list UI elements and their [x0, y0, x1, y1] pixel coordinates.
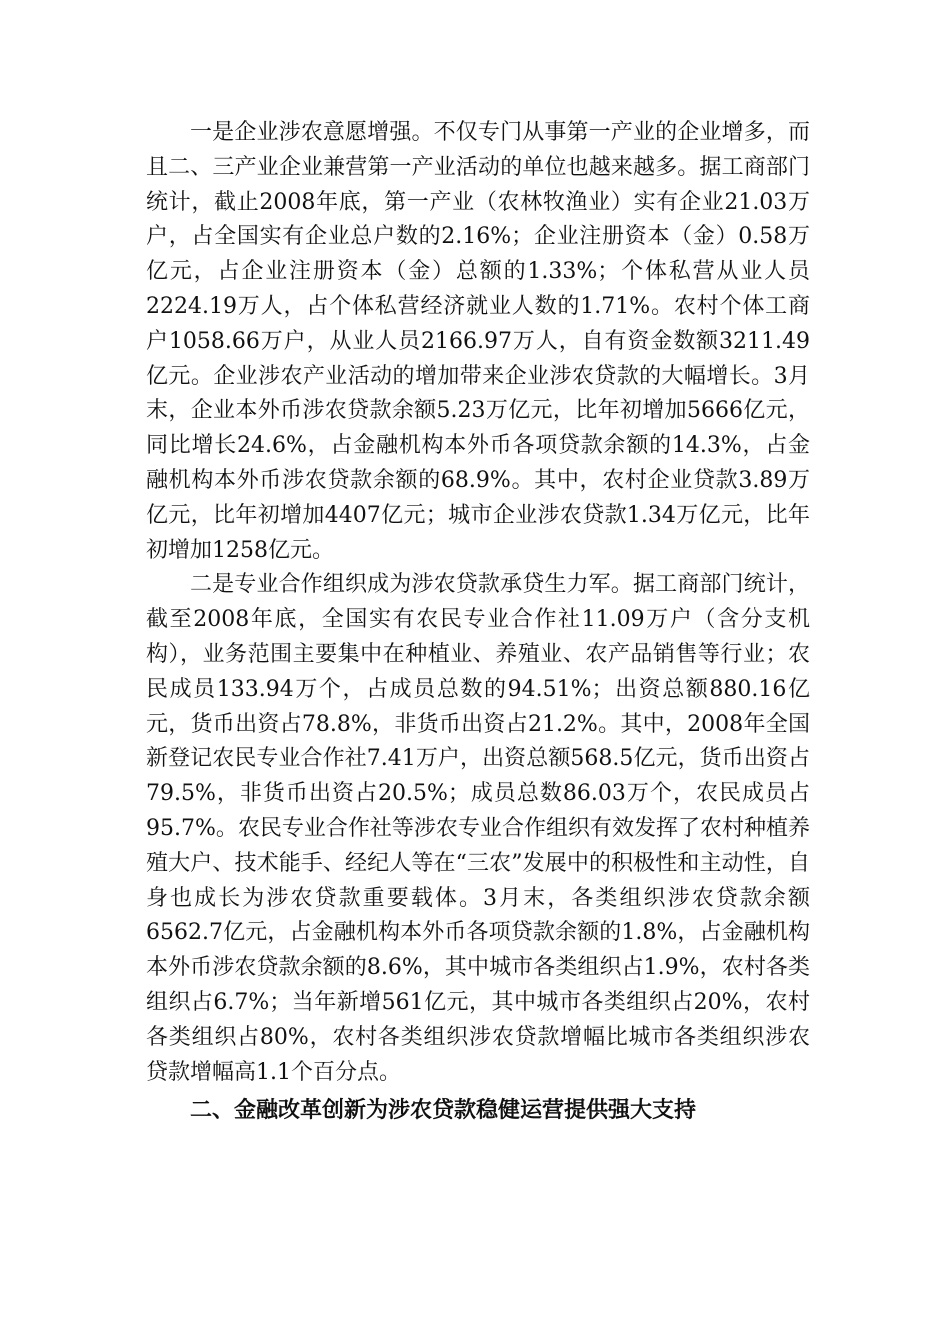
section-heading: 二、金融改革创新为涉农贷款稳健运营提供强大支持	[190, 1098, 697, 1124]
paragraph-cooperatives: 二是专业合作组织成为涉农贷款承贷生力军。据工商部门统计，截至2008年底，全国实有农民专业合作社11.09万户（含分支机构），业务范围主要集中在种植业、养殖业、农产品销售等行业；农民成员133.94万个，占成员总数的94.51%；出资总额880.16亿元，货币出资占78.8%，非货币出资占21.2%。其中，2008年全国新登记农民专业合作社7.41万户，出资总额568.5亿元，货币出资占79.5%，非货币出资占20.5%；成员总数86.03万个，农民成员占95.7%。农民专业合作社等涉农专业合作组织有效发挥了农村种植养殖大户、技术能手、经纪人等在“三农”发展中的积极性和主动性，自身也成长为涉农贷款重要载体。3月末，各类组织涉农贷款余额6562.7亿元，占金融机构本外币各项贷款余额的1.8%，占金融机构本外币涉农贷款余额的8.6%，其中城市各类组织占1.9%，农村各类组织占6.7%；当年新增561亿元，其中城市各类组织占20%，农村各类组织占80%，农村各类组织涉农贷款增幅比城市各类组织涉农贷款增幅高1.1个百分点。	[146, 572, 810, 1085]
paragraph-enterprise-agriculture: 一是企业涉农意愿增强。不仅专门从事第一产业的企业增多，而且二、三产业企业兼营第一产业活动的单位也越来越多。据工商部门统计，截止2008年底，第一产业（农林牧渔业）实有企业21.03万户，占全国实有企业总户数的2.16%；企业注册资本（金）0.58万亿元，占企业注册资本（金）总额的1.33%；个体私营从业人员2224.19万人，占个体私营经济就业人数的1.71%。农村个体工商户1058.66万户，从业人员2166.97万人，自有资金数额3211.49亿元。企业涉农产业活动的增加带来企业涉农贷款的大幅增长。3月末，企业本外币涉农贷款余额5.23万亿元，比年初增加5666亿元，同比增长24.6%，占金融机构本外币各项贷款余额的14.3%，占金融机构本外币涉农贷款余额的68.9%。其中，农村企业贷款3.89万亿元，比年初增加4407亿元；城市企业涉农贷款1.34万亿元，比年初增加1258亿元。	[146, 120, 810, 563]
document-body	[146, 116, 810, 1129]
